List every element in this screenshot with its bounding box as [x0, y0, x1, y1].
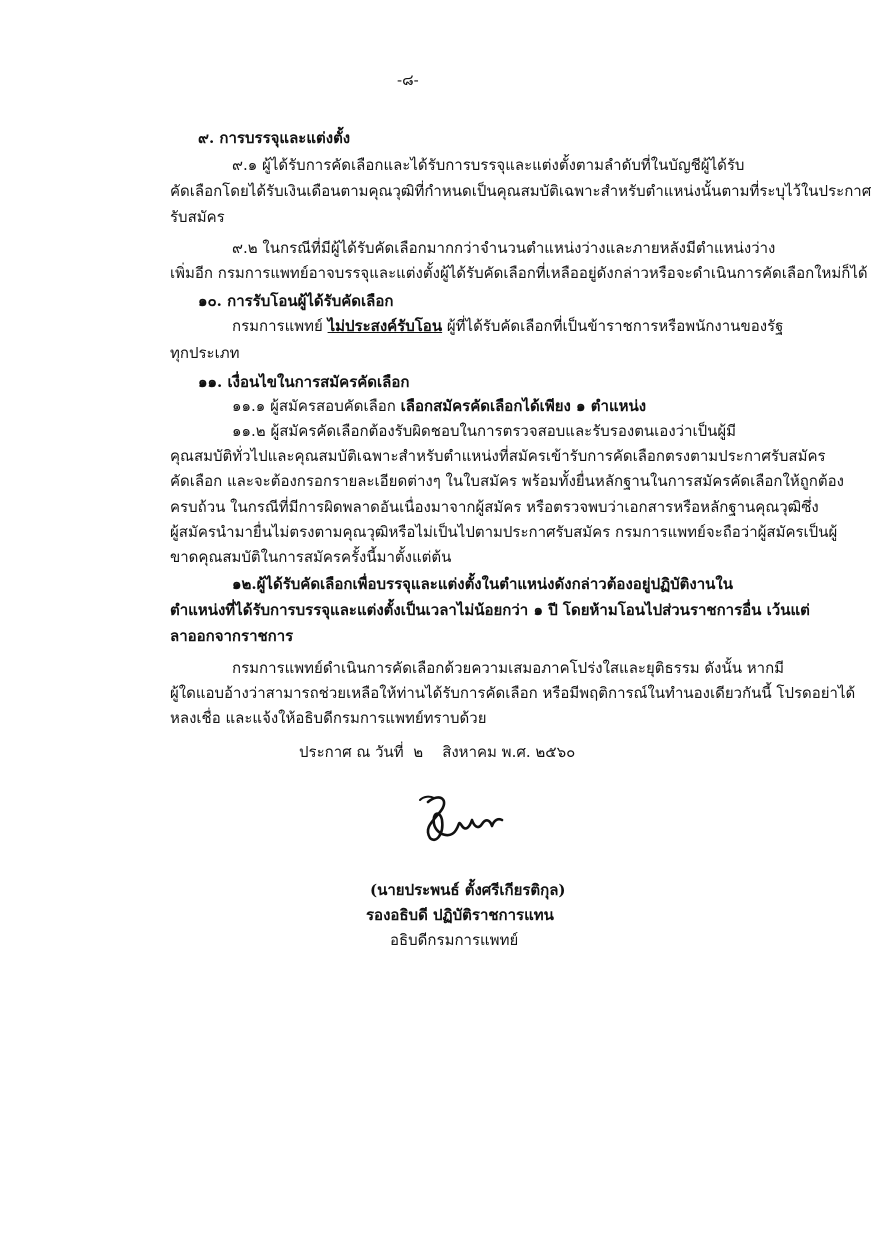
signer-title-2: อธิบดีกรมการแพทย์	[390, 931, 519, 949]
announce-month-year: สิงหาคม พ.ศ. ๒๕๖๐	[442, 743, 576, 761]
section-10-heading: ๑๐. การรับโอนผู้ได้รับคัดเลือก	[198, 292, 394, 310]
announce-day: ๒	[413, 743, 424, 761]
signature-image	[410, 790, 520, 850]
section-11-2-line-6: ขาดคุณสมบัติในการสมัครครั้งนี้มาตั้งแต่ต้น	[170, 548, 452, 566]
section-12-line-1: ๑๒.ผู้ได้รับคัดเลือกเพื่อบรรจุและแต่งตั้งในตำแหน่งดังกล่าวต้องอยู่ปฏิบัติงานใน	[232, 575, 733, 593]
section-9-2-line-1: ๙.๒ ในกรณีที่มีผู้ได้รับคัดเลือกมากกว่าจำนวนตำแหน่งว่างและภายหลังมีตำแหน่งว่าง	[232, 239, 776, 257]
signer-name: (นายประพนธ์ ตั้งศรีเกียรติกุล)	[370, 881, 566, 899]
section-9-heading: ๙. การบรรจุและแต่งตั้ง	[198, 129, 351, 147]
section-9-2-line-2: เพิ่มอีก กรมการแพทย์อาจบรรจุและแต่งตั้งผู้ได้รับคัดเลือกที่เหลืออยู่ดังกล่าวหรือจะดำเนินการคัดเลือกใหม่ก็ได้	[170, 264, 868, 282]
section-9-1-line-3: รับสมัคร	[170, 208, 225, 226]
section-11-2-line-2: คุณสมบัติทั่วไปและคุณสมบัติเฉพาะสำหรับตำแหน่งที่สมัครเข้ารับการคัดเลือกตรงตามประกาศรับสมัคร	[170, 447, 826, 465]
section-10-line-2: ทุกประเภท	[170, 344, 240, 362]
section-9-1-line-1: ๙.๑ ผู้ได้รับการคัดเลือกและได้รับการบรรจุและแต่งตั้งตามลำดับที่ในบัญชีผู้ได้รับ	[232, 156, 745, 174]
section-11-2-line-3: คัดเลือก และจะต้องกรอกรายละเอียดต่างๆ ในใบสมัคร พร้อมทั้งยื่นหลักฐานในการสมัครคัดเลือกให้ถูกต้อง	[170, 472, 844, 490]
section-11-2-line-1: ๑๑.๒ ผู้สมัครคัดเลือกต้องรับผิดชอบในการตรวจสอบและรับรองตนเองว่าเป็นผู้มี	[232, 422, 737, 440]
section-11-1-bold: เลือกสมัครคัดเลือกได้เพียง ๑ ตำแหน่ง	[400, 397, 647, 415]
section-11-2-line-5: ผู้สมัครนำมายื่นไม่ตรงตามคุณวุฒิหรือไม่เป็นไปตามประกาศรับสมัคร กรมการแพทย์จะถือว่าผู้สมัครเป็นผู้	[170, 523, 838, 541]
closing-line-3: หลงเชื่อ และแจ้งให้อธิบดีกรมการแพทย์ทราบด้วย	[170, 709, 487, 727]
section-11-heading: ๑๑. เงื่อนไขในการสมัครคัดเลือก	[198, 373, 410, 391]
page-number: -๘-	[397, 71, 419, 89]
announce-prefix: ประกาศ ณ วันที่	[299, 743, 404, 761]
section-12-line-2: ตำแหน่งที่ได้รับการบรรจุและแต่งตั้งเป็นเวลาไม่น้อยกว่า ๑ ปี โดยห้ามโอนไปส่วนราชการอื่น เว้นแต่	[170, 601, 810, 619]
section-9-1-line-2: คัดเลือกโดยได้รับเงินเดือนตามคุณวุฒิที่กำหนดเป็นคุณสมบัติเฉพาะสำหรับตำแหน่งนั้นตามที่ระบุไว้ในประกาศ	[170, 182, 871, 200]
announcement-date	[299, 742, 575, 762]
section-10-text-post: ผู้ที่ได้รับคัดเลือกที่เป็นข้าราชการหรือพนักงานของรัฐ	[442, 317, 784, 335]
section-10-text-pre: กรมการแพทย์	[232, 317, 328, 335]
closing-line-2: ผู้ใดแอบอ้างว่าสามารถช่วยเหลือให้ท่านได้รับการคัดเลือก หรือมีพฤติการณ์ในทำนองเดียวกันนี้ โปรดอย่าได้	[170, 684, 856, 702]
section-11-1-pre: ๑๑.๑ ผู้สมัครสอบคัดเลือก	[232, 397, 401, 415]
section-11-1-line	[232, 396, 646, 416]
closing-line-1: กรมการแพทย์ดำเนินการคัดเลือกด้วยความเสมอภาคโปร่งใสและยุติธรรม ดังนั้น หากมี	[232, 659, 785, 677]
signer-title-1: รองอธิบดี ปฏิบัติราชการแทน	[366, 906, 554, 924]
section-12-line-3: ลาออกจากราชการ	[170, 627, 294, 645]
section-10-line-1	[232, 316, 783, 336]
section-11-2-line-4: ครบถ้วน ในกรณีที่มีการผิดพลาดอันเนื่องมาจากผู้สมัคร หรือตรวจพบว่าเอกสารหรือหลักฐานคุณวุฒิซึ่ง	[170, 498, 819, 516]
not-accept-transfer-emphasis: ไม่ประสงค์รับโอน	[327, 317, 443, 335]
